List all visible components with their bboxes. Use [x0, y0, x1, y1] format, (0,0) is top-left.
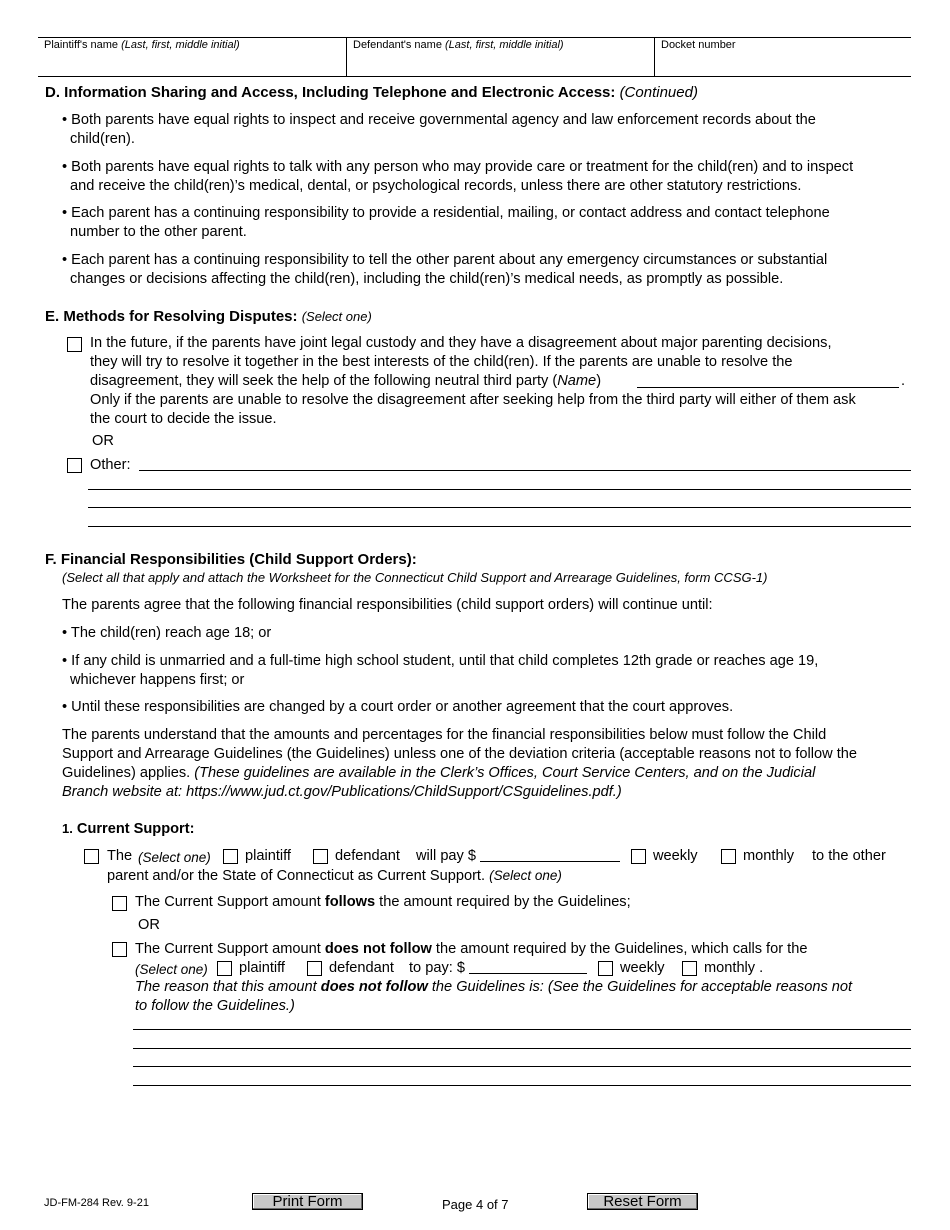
cs-plaintiff-checkbox[interactable]	[223, 849, 238, 864]
e-third-party-text: In the future, if the parents have joint legal custody and they have a disagreement about major parenting decisions, they will try to resolve it together in the best interests of the child(ren). If the parents are unable to resolve the disagreement, they will seek the help of the following neutral third party (Name) Only if the parents are unable to resolve the disagreement after seeking help from the third party will either of them ask the court to decide the issue.	[90, 335, 856, 427]
cs-select-one-2: (Select one)	[135, 962, 208, 977]
cs-defendant-label: defendant	[335, 848, 400, 864]
section-d-title: D. Information Sharing and Access, Including Telephone and Electronic Access: (Continued)	[45, 84, 698, 101]
cs-plaintiff-label-2: plaintiff	[239, 960, 285, 976]
reset-form-button[interactable]: Reset Form	[587, 1193, 698, 1210]
e-other-line-3[interactable]	[88, 507, 911, 508]
cs-or-label: OR	[138, 917, 160, 933]
third-party-name-input[interactable]	[637, 387, 899, 388]
cs-plaintiff-label: plaintiff	[245, 848, 291, 864]
cs-defendant-label-2: defendant	[329, 960, 394, 976]
e-other-label: Other:	[90, 457, 131, 473]
cs-to-the-other: to the other	[812, 848, 886, 864]
current-support-title: 1. Current Support:	[62, 821, 195, 837]
cs-line-2: parent and/or the State of Connecticut as Current Support. (Select one)	[107, 868, 562, 884]
section-d-bullet-1: • Both parents have equal rights to inspect and receive governmental agency and law enforcement records about the child(ren).	[62, 112, 816, 147]
cs-amount-input[interactable]	[480, 861, 620, 862]
cs-reason-line-2[interactable]	[133, 1048, 911, 1049]
cs-will-pay-label: will pay $	[416, 848, 477, 864]
continued-note: (Continued)	[619, 84, 698, 101]
cs-reason-line-4[interactable]	[133, 1085, 911, 1086]
third-party-period: .	[901, 373, 906, 389]
section-d-bullet-3: • Each parent has a continuing responsibility to provide a residential, mailing, or contact address and contact telephone number to the other parent.	[62, 205, 830, 240]
cs-weekly-checkbox-2[interactable]	[598, 961, 613, 976]
cs-weekly-label-2: weekly	[620, 960, 665, 976]
e-or-label: OR	[92, 433, 114, 449]
section-f-intro: The parents agree that the following financial responsibilities (child support orders) will continue until:	[62, 597, 713, 613]
section-f-bullet-1: • The child(ren) reach age 18; or	[62, 625, 272, 641]
header-fields	[38, 37, 911, 77]
guidelines-paragraph: The parents understand that the amounts and percentages for the financial responsibilities below must follow the Child Support and Arrearage Guidelines (the Guidelines) unless one of the deviation criteria (acceptable reasons not to follow the Guidelines) applies. (These guidelines are available in the Clerk’s Offices, Court Service Centers, and on the Judicial Branch website at: https://www.jud.ct.gov/Publications/ChildSupport/CSguidelines.pdf.)	[62, 727, 858, 800]
cs-follows-checkbox[interactable]	[112, 896, 127, 911]
cs-monthly-label-2: monthly .	[704, 960, 764, 976]
cs-select-one: (Select one)	[138, 850, 211, 865]
docket-label: Docket number	[661, 39, 736, 51]
print-form-button[interactable]: Print Form	[252, 1193, 363, 1210]
cs-does-not-follow-text: The Current Support amount does not follow the amount required by the Guidelines, which calls for the	[135, 941, 808, 957]
plaintiff-label: Plaintiff's name	[44, 39, 119, 51]
defendant-hint: (Last, first, middle initial)	[445, 39, 564, 51]
cs-reason-text: The reason that this amount does not follow the Guidelines is: (See the Guidelines for acceptable reasons not to follow the Guidelines.)	[135, 979, 853, 1014]
cs-monthly-checkbox[interactable]	[721, 849, 736, 864]
section-f-title: F. Financial Responsibilities (Child Support Orders):	[45, 551, 417, 568]
current-support-checkbox[interactable]	[84, 849, 99, 864]
cs-guideline-amount-input[interactable]	[469, 973, 587, 974]
cs-defendant-checkbox[interactable]	[313, 849, 328, 864]
docket-number-field[interactable]	[654, 38, 911, 76]
cs-weekly-label: weekly	[653, 848, 698, 864]
cs-does-not-follow-checkbox[interactable]	[112, 942, 127, 957]
cs-weekly-checkbox[interactable]	[631, 849, 646, 864]
e-third-party-checkbox[interactable]	[67, 337, 82, 352]
cs-to-pay-label: to pay: $	[409, 960, 465, 976]
cs-follows-text: The Current Support amount follows the amount required by the Guidelines;	[135, 894, 631, 910]
cs-monthly-label: monthly	[743, 848, 795, 864]
page-number: Page 4 of 7	[442, 1197, 509, 1212]
section-d-bullet-2: • Both parents have equal rights to talk with any person who may provide care or treatment for the child(ren) and to inspect and receive the child(ren)’s medical, dental, or psychological records, unless there are other statutory restrictions.	[62, 159, 854, 194]
e-other-line-4[interactable]	[88, 526, 911, 527]
select-one-note: (Select one)	[301, 309, 372, 324]
section-d-bullet-4: • Each parent has a continuing responsibility to tell the other parent about any emergency circumstances or substantial changes or decisions affecting the child(ren), including the child(ren)’s medical needs, as promptly as possible.	[62, 252, 828, 287]
form-number: JD-FM-284 Rev. 9-21	[44, 1197, 149, 1209]
section-f-subtitle: (Select all that apply and attach the Worksheet for the Connecticut Child Support and Arrearage Guidelines, form CCSG-1)	[62, 570, 768, 585]
section-e-title: E. Methods for Resolving Disputes: (Select one)	[45, 308, 372, 325]
e-other-line-2[interactable]	[88, 489, 911, 490]
cs-reason-line-1[interactable]	[133, 1029, 911, 1030]
e-other-line-1[interactable]	[139, 470, 911, 471]
cs-the-label: The	[107, 848, 133, 864]
defendant-name-field[interactable]	[346, 38, 654, 76]
section-f-bullet-2: • If any child is unmarried and a full-time high school student, until that child completes 12th grade or reaches age 19, whichever happens first; or	[62, 653, 819, 688]
section-f-bullet-3: • Until these responsibilities are changed by a court order or another agreement that the court approves.	[62, 699, 734, 715]
plaintiff-name-field[interactable]	[38, 38, 346, 76]
plaintiff-hint: (Last, first, middle initial)	[121, 39, 240, 51]
e-other-checkbox[interactable]	[67, 458, 82, 473]
defendant-label: Defendant's name	[353, 39, 442, 51]
cs-defendant-checkbox-2[interactable]	[307, 961, 322, 976]
cs-monthly-checkbox-2[interactable]	[682, 961, 697, 976]
cs-plaintiff-checkbox-2[interactable]	[217, 961, 232, 976]
cs-reason-line-3[interactable]	[133, 1066, 911, 1067]
